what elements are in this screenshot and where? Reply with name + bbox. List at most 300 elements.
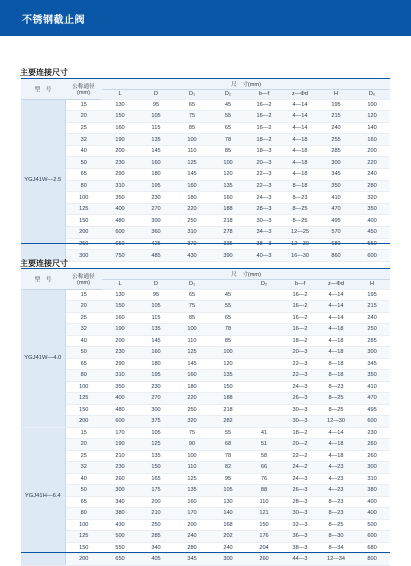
table-cell: 450	[354, 227, 390, 239]
table-cell: 44—3	[282, 554, 318, 566]
table-cell: 58	[246, 450, 282, 462]
table-row	[21, 358, 390, 370]
table-cell: 200	[65, 554, 102, 566]
table-cell: 188	[210, 393, 246, 405]
table-cell: 140	[354, 122, 390, 134]
table-cell: 230	[138, 192, 174, 204]
table-cell: 8—25	[318, 404, 354, 416]
table-cell: 18—3	[246, 145, 282, 157]
column-header: z—Φd	[318, 279, 354, 289]
table-row	[21, 312, 390, 324]
table-cell: 260	[246, 554, 282, 566]
table-cell: 4—14	[318, 301, 354, 313]
table-cell-empty	[246, 358, 282, 370]
table-cell: 30—3	[282, 404, 318, 416]
table-cell: 55	[210, 427, 246, 439]
table-cell: 300	[210, 554, 246, 566]
table-cell: 120	[210, 358, 246, 370]
table-cell: 24—3	[282, 473, 318, 485]
table-row	[21, 301, 390, 313]
table-cell-empty	[246, 381, 282, 393]
table-cell: 115	[138, 122, 174, 134]
table-cell: 78	[210, 450, 246, 462]
table-cell: 220	[354, 157, 390, 169]
table-cell: 135	[174, 485, 210, 497]
table-cell-empty	[246, 335, 282, 347]
table-cell: 51	[246, 439, 282, 451]
table-cell: 15	[65, 289, 102, 301]
table-cell: 260	[102, 473, 138, 485]
table-cell: 110	[174, 335, 210, 347]
table-row	[21, 473, 390, 485]
table-cell: 350	[354, 203, 390, 215]
table-cell: 300	[138, 404, 174, 416]
table-cell: 220	[174, 393, 210, 405]
table-cell: 600	[354, 416, 390, 428]
section-2-title: 主要连接尺寸	[20, 259, 68, 268]
table-cell: 65	[210, 312, 246, 324]
table-cell: 8—25	[318, 393, 354, 405]
column-header: b—f	[282, 279, 318, 289]
table-cell: 480	[102, 215, 138, 227]
column-header: L	[102, 279, 138, 289]
table-cell: 150	[102, 111, 138, 123]
table-cell: 78	[210, 134, 246, 146]
table-row	[21, 531, 390, 543]
table-cell: 135	[210, 180, 246, 192]
table-cell: 345	[174, 554, 210, 566]
table-cell: 16—2	[246, 111, 282, 123]
table-cell: 16—2	[246, 99, 282, 111]
page-header	[0, 0, 411, 36]
table-row	[21, 227, 390, 239]
table-cell: 16—2	[246, 122, 282, 134]
table-cell: 18—2	[282, 335, 318, 347]
table-cell-empty	[246, 347, 282, 359]
table-cell: 175	[138, 485, 174, 497]
table-cell: 16—2	[282, 301, 318, 313]
table-cell: 180	[174, 381, 210, 393]
table-cell: 430	[174, 250, 210, 262]
table-cell: 350	[102, 192, 138, 204]
table-cell: 55	[210, 111, 246, 123]
dimension-table-1	[21, 79, 390, 262]
table-row	[21, 462, 390, 474]
table-cell: 215	[318, 111, 354, 123]
table-cell: 260	[354, 450, 390, 462]
table-cell: 12—30	[318, 416, 354, 428]
table-cell: 125	[65, 203, 102, 215]
table-cell: 85	[210, 335, 246, 347]
table-row	[21, 485, 390, 497]
table-cell: 40	[65, 145, 102, 157]
section-1-title: 主要连接尺寸	[20, 68, 68, 77]
table-cell: 240	[354, 312, 390, 324]
nominal-diameter-unit: (mm)	[76, 279, 91, 286]
table-cell: 4—23	[318, 473, 354, 485]
table-row	[21, 335, 390, 347]
table-row	[21, 416, 390, 428]
table-cell: 240	[318, 122, 354, 134]
table-cell: 210	[102, 450, 138, 462]
table-cell: 130	[102, 289, 138, 301]
table-cell: 4—14	[318, 427, 354, 439]
table-cell: 200	[354, 145, 390, 157]
table-cell: 150	[102, 301, 138, 313]
table-cell: 240	[210, 542, 246, 554]
table-cell: 285	[318, 145, 354, 157]
table-cell: 4—18	[318, 347, 354, 359]
table-cell: 18—2	[246, 134, 282, 146]
table-cell: 8—34	[318, 542, 354, 554]
table-cell-empty	[246, 289, 282, 301]
table-cell: 30—3	[282, 416, 318, 428]
table-cell: 160	[174, 370, 210, 382]
table-cell: 430	[102, 519, 138, 531]
table-cell: 200	[65, 227, 102, 239]
table-cell: 750	[102, 250, 138, 262]
table-cell: 8—23	[318, 381, 354, 393]
table-cell: 150	[65, 215, 102, 227]
table-cell: 66	[246, 462, 282, 474]
table-cell: 75	[174, 427, 210, 439]
table-cell: 100	[210, 157, 246, 169]
table-cell: 20—3	[246, 157, 282, 169]
table-cell: 495	[318, 215, 354, 227]
table-cell: 400	[354, 215, 390, 227]
table-cell: 12—34	[318, 554, 354, 566]
table-cell: 282	[210, 416, 246, 428]
table-row	[21, 111, 390, 123]
table-cell: 160	[138, 347, 174, 359]
table-cell: 25	[65, 122, 102, 134]
column-header: H	[318, 89, 354, 99]
table-cell: 195	[318, 99, 354, 111]
table-cell: 310	[102, 370, 138, 382]
table-cell: 140	[210, 508, 246, 520]
table-cell: 34—3	[246, 227, 282, 239]
table-cell: 4—18	[318, 439, 354, 451]
table-cell: 280	[354, 180, 390, 192]
table-cell: 200	[102, 145, 138, 157]
table-cell: 100	[65, 381, 102, 393]
column-header: D	[138, 89, 174, 99]
table-row	[21, 324, 390, 336]
table-cell: 32	[65, 324, 102, 336]
table-cell: 202	[210, 531, 246, 543]
table-cell: 65	[174, 99, 210, 111]
table-cell: 45	[210, 289, 246, 301]
table-cell: 12—25	[282, 227, 318, 239]
table-row	[21, 370, 390, 382]
table-cell: 85	[210, 145, 246, 157]
table-row	[21, 169, 390, 181]
table-cell: 75	[174, 111, 210, 123]
table-cell: 25	[65, 450, 102, 462]
table-cell: 360	[138, 227, 174, 239]
table-cell: 8—23	[282, 192, 318, 204]
table-cell: 41	[246, 427, 282, 439]
table-cell: 600	[102, 416, 138, 428]
table-cell: 200	[138, 496, 174, 508]
table-cell: 8—23	[318, 496, 354, 508]
table-cell: 80	[65, 180, 102, 192]
table-cell: 570	[318, 227, 354, 239]
table-cell: 121	[246, 508, 282, 520]
table-cell: 88	[246, 485, 282, 497]
table-row	[21, 192, 390, 204]
table-cell: 345	[318, 169, 354, 181]
column-header: D₂	[246, 279, 282, 289]
table-row	[21, 122, 390, 134]
nominal-diameter-unit: (mm)	[76, 89, 91, 96]
dimensions-header: 尺 寸(mm)	[102, 79, 390, 89]
table-cell: 160	[102, 122, 138, 134]
table-cell: 190	[102, 439, 138, 451]
table-cell: 95	[138, 289, 174, 301]
table-cell: 218	[210, 404, 246, 416]
table-cell: 135	[210, 370, 246, 382]
table-cell: 405	[138, 554, 174, 566]
table-cell: 50	[65, 157, 102, 169]
table-cell: 680	[354, 542, 390, 554]
table-cell: 28—3	[246, 203, 282, 215]
table-cell: 76	[246, 473, 282, 485]
table-row	[21, 99, 390, 111]
table-cell: 100	[210, 347, 246, 359]
table-cell: 204	[246, 542, 282, 554]
table-cell: 480	[102, 404, 138, 416]
table-cell: 150	[138, 462, 174, 474]
table-cell: 375	[138, 416, 174, 428]
table-cell: 400	[354, 496, 390, 508]
table-cell: 310	[102, 180, 138, 192]
table-cell: 350	[354, 370, 390, 382]
table-cell: 4—14	[318, 289, 354, 301]
table-cell: 4—23	[318, 462, 354, 474]
table-cell: 130	[210, 496, 246, 508]
dimensions-header: 尺 寸(mm)	[102, 269, 390, 279]
table-cell: 50	[65, 485, 102, 497]
column-header: b—f	[246, 89, 282, 99]
table-cell: 410	[318, 192, 354, 204]
dimension-table-2	[21, 269, 390, 566]
table-cell: 95	[138, 99, 174, 111]
table-cell: 32—3	[282, 519, 318, 531]
table-cell: 110	[174, 145, 210, 157]
table-cell: 100	[174, 134, 210, 146]
table-cell: 22—3	[282, 370, 318, 382]
table-row	[21, 427, 390, 439]
table-cell: 4—18	[282, 134, 318, 146]
table-cell: 390	[210, 250, 246, 262]
table-cell: 125	[138, 439, 174, 451]
table-cell: 16—30	[282, 250, 318, 262]
table-row	[21, 450, 390, 462]
table-cell: 4—23	[318, 485, 354, 497]
table-row	[21, 347, 390, 359]
table-cell: 230	[138, 381, 174, 393]
table-cell: 290	[102, 169, 138, 181]
table-cell: 120	[354, 111, 390, 123]
table-cell: 120	[210, 169, 246, 181]
table-cell: 16—2	[282, 289, 318, 301]
column-header: L	[102, 89, 138, 99]
table-cell: 4—18	[282, 145, 318, 157]
table-cell: 600	[102, 227, 138, 239]
table-cell: 145	[174, 358, 210, 370]
table-cell: 250	[174, 215, 210, 227]
table-cell: 218	[210, 215, 246, 227]
nominal-diameter-header	[65, 269, 102, 289]
table-cell: 230	[102, 462, 138, 474]
table-cell: 230	[354, 427, 390, 439]
table-cell: 860	[318, 250, 354, 262]
table-cell: 300	[354, 347, 390, 359]
table-cell: 65	[65, 169, 102, 181]
table-cell: 15	[65, 99, 102, 111]
table-cell: 320	[174, 416, 210, 428]
table-row	[21, 134, 390, 146]
table-cell: 290	[102, 358, 138, 370]
table-cell: 22—2	[282, 450, 318, 462]
section-1-bottom-rule	[21, 243, 390, 244]
column-header: D	[138, 279, 174, 289]
table-cell: 82	[210, 462, 246, 474]
table-cell: 4—14	[282, 111, 318, 123]
table-cell: 280	[174, 542, 210, 554]
table-cell: 22—3	[282, 358, 318, 370]
table-cell: 110	[246, 496, 282, 508]
table-cell: 190	[102, 324, 138, 336]
table-cell: 105	[138, 111, 174, 123]
table-cell: 105	[138, 427, 174, 439]
table-row	[21, 519, 390, 531]
table-cell: 160	[102, 312, 138, 324]
table-cell: 45	[210, 99, 246, 111]
table-cell: 270	[138, 393, 174, 405]
table-cell: 110	[174, 462, 210, 474]
table-cell: 4—18	[318, 335, 354, 347]
table-cell: 20—2	[282, 439, 318, 451]
table-cell-empty	[246, 404, 282, 416]
table-cell: 230	[102, 347, 138, 359]
table-cell: 8—18	[318, 370, 354, 382]
table-row	[21, 289, 390, 301]
table-cell: 380	[102, 508, 138, 520]
table-cell: 170	[174, 508, 210, 520]
table-cell: 285	[354, 335, 390, 347]
table-cell: 345	[354, 358, 390, 370]
table-cell: 125	[65, 531, 102, 543]
table-cell-empty	[246, 416, 282, 428]
table-cell: 65	[210, 122, 246, 134]
table-cell: 50	[65, 347, 102, 359]
table-row	[21, 157, 390, 169]
table-cell: 32	[65, 462, 102, 474]
table-cell-empty	[246, 324, 282, 336]
table-cell: 100	[174, 450, 210, 462]
table-cell: 255	[318, 134, 354, 146]
table-row	[21, 215, 390, 227]
nominal-diameter-header	[65, 79, 102, 99]
table-cell: 350	[102, 381, 138, 393]
model-header: 型 号	[21, 79, 65, 99]
table-cell: 500	[102, 531, 138, 543]
table-cell: 165	[138, 473, 174, 485]
table-cell: 90	[174, 439, 210, 451]
table-cell: 500	[354, 519, 390, 531]
table-cell: 80	[65, 508, 102, 520]
table-cell: 4—14	[282, 99, 318, 111]
table-cell: 180	[138, 169, 174, 181]
table-cell: 135	[138, 134, 174, 146]
table-cell: 250	[354, 324, 390, 336]
table-cell: 22—3	[246, 169, 282, 181]
table-cell: 100	[354, 99, 390, 111]
table-cell: 230	[102, 157, 138, 169]
table-cell: 4—14	[282, 122, 318, 134]
table-cell: 125	[174, 473, 210, 485]
table-cell: 320	[354, 192, 390, 204]
table-row	[21, 439, 390, 451]
table-cell: 150	[65, 542, 102, 554]
table-cell: 350	[318, 180, 354, 192]
table-cell: 400	[102, 393, 138, 405]
table-cell: 38—3	[282, 542, 318, 554]
table-cell: 550	[102, 542, 138, 554]
table-row	[21, 180, 390, 192]
table-row	[21, 554, 390, 566]
table-cell: 125	[65, 393, 102, 405]
table-cell: 55	[210, 301, 246, 313]
table-cell: 485	[138, 250, 174, 262]
table-cell: 4—18	[318, 450, 354, 462]
table-cell: 100	[174, 324, 210, 336]
table-cell: 80	[65, 370, 102, 382]
table-cell: 260	[354, 439, 390, 451]
table-cell: 150	[65, 404, 102, 416]
table-cell: 26—3	[282, 485, 318, 497]
table-cell: 650	[102, 554, 138, 566]
table-cell: 200	[102, 335, 138, 347]
table-cell: 85	[174, 122, 210, 134]
table-cell: 170	[102, 427, 138, 439]
section-2-bottom-rule	[21, 552, 390, 553]
column-header-empty	[210, 279, 246, 289]
table-row	[21, 250, 390, 262]
table-cell: 195	[354, 289, 390, 301]
table-cell: 380	[354, 485, 390, 497]
table-cell: 800	[354, 554, 390, 566]
table-cell: 180	[174, 192, 210, 204]
table-cell: 4—18	[318, 324, 354, 336]
table-cell: 145	[174, 169, 210, 181]
table-cell: 24—3	[246, 192, 282, 204]
model-header: 型 号	[21, 269, 65, 289]
table-cell: 160	[354, 134, 390, 146]
table-cell: 600	[354, 531, 390, 543]
table-cell: 310	[354, 473, 390, 485]
table-cell: 160	[210, 192, 246, 204]
table-cell: 150	[210, 381, 246, 393]
table-cell-empty	[246, 370, 282, 382]
table-cell: 28—3	[282, 496, 318, 508]
table-cell: 278	[210, 227, 246, 239]
model-name: YGJ41W—2.5	[21, 99, 65, 261]
table-cell: 40	[65, 473, 102, 485]
table-cell: 26—3	[282, 393, 318, 405]
